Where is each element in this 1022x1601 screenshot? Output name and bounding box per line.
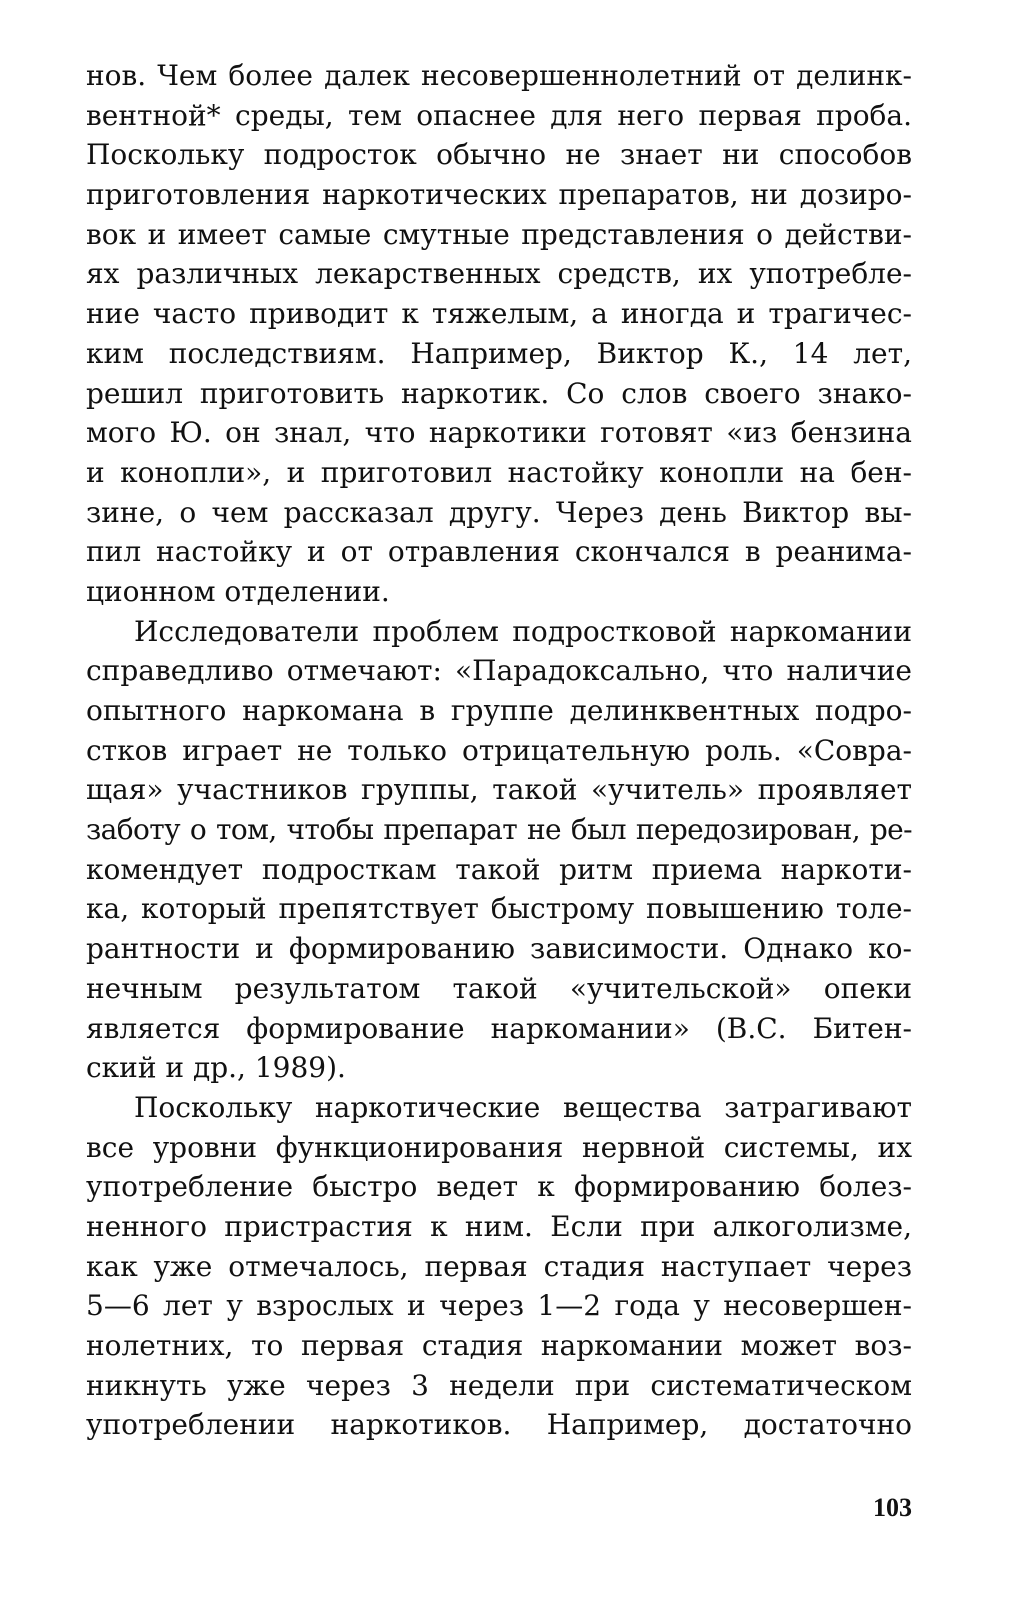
- text-line: рантности и формированию зависимости. Однако ко-: [86, 932, 912, 966]
- text-line: нов. Чем более далек несовершеннолетний от делинк-: [86, 59, 912, 92]
- text-line: употреблении наркотиков. Например, достаточно: [86, 1408, 912, 1442]
- text-line: все уровни функционирования нервной системы, их: [86, 1130, 912, 1164]
- text-line: вок и имеет самые смутные представления о действи-: [86, 217, 912, 251]
- text-line: Поскольку подросток обычно не знает ни способов: [86, 138, 912, 172]
- text-line: вентной* среды, тем опаснее для него первая проба.: [86, 98, 912, 132]
- text-line: ционном отделении.: [86, 574, 390, 608]
- text-line: Поскольку наркотические вещества затрагивают: [134, 1090, 912, 1124]
- text-line: зине, о чем рассказал другу. Через день Виктор вы-: [86, 495, 912, 529]
- text-line: является формирование наркомании» (В.С. Битен-: [86, 1011, 912, 1045]
- text-line: ние часто приводит к тяжелым, а иногда и трагичес-: [86, 297, 912, 331]
- text-line: стков играет не только отрицательную роль. «Совра-: [86, 733, 912, 767]
- text-line: никнуть уже через 3 недели при систематическом: [86, 1368, 912, 1402]
- text-line: употребление быстро ведет к формированию болез-: [86, 1170, 912, 1204]
- text-line: щая» участников группы, такой «учитель» проявляет: [86, 773, 912, 807]
- text-line: нолетних, то первая стадия наркомании может воз-: [86, 1329, 912, 1362]
- text-line: решил приготовить наркотик. Со слов своего знако-: [86, 376, 912, 410]
- page-number: 103: [873, 1493, 912, 1522]
- text-line: опытного наркомана в группе делинквентных подро-: [86, 694, 912, 727]
- text-line: ненного пристрастия к ним. Если при алкоголизме,: [86, 1209, 912, 1243]
- text-line: 5—6 лет у взрослых и через 1—2 года у несовершен-: [86, 1289, 912, 1323]
- text-line: ка, который препятствует быстрому повышению толе-: [86, 892, 912, 926]
- text-line: Исследователи проблем подростковой наркомании: [134, 614, 912, 648]
- text-line: ях различных лекарственных средств, их употребле-: [86, 257, 912, 291]
- text-line: приготовления наркотических препаратов, ни дозиро-: [86, 178, 912, 212]
- text-line: справедливо отмечают: «Парадоксально, что наличие: [86, 654, 912, 688]
- text-line: и конопли», и приготовил настойку конопли на бен-: [86, 455, 912, 489]
- text-line: заботу о том, чтобы препарат не был передозирован, ре-: [86, 813, 912, 847]
- text-line: нечным результатом такой «учительской» опеки: [86, 971, 912, 1005]
- text-line: комендует подросткам такой ритм приема наркоти-: [86, 852, 912, 886]
- text-line: как уже отмечалось, первая стадия наступает через: [86, 1249, 912, 1283]
- text-line: мого Ю. он знал, что наркотики готовят «из бензина: [86, 416, 912, 450]
- text-line: ский и др., 1989).: [86, 1051, 346, 1085]
- text-line: ким последствиям. Например, Виктор К., 14 лет,: [86, 336, 912, 370]
- page-body: [86, 56, 912, 1445]
- text-line: пил настойку и от отравления скончался в реанима-: [86, 535, 912, 569]
